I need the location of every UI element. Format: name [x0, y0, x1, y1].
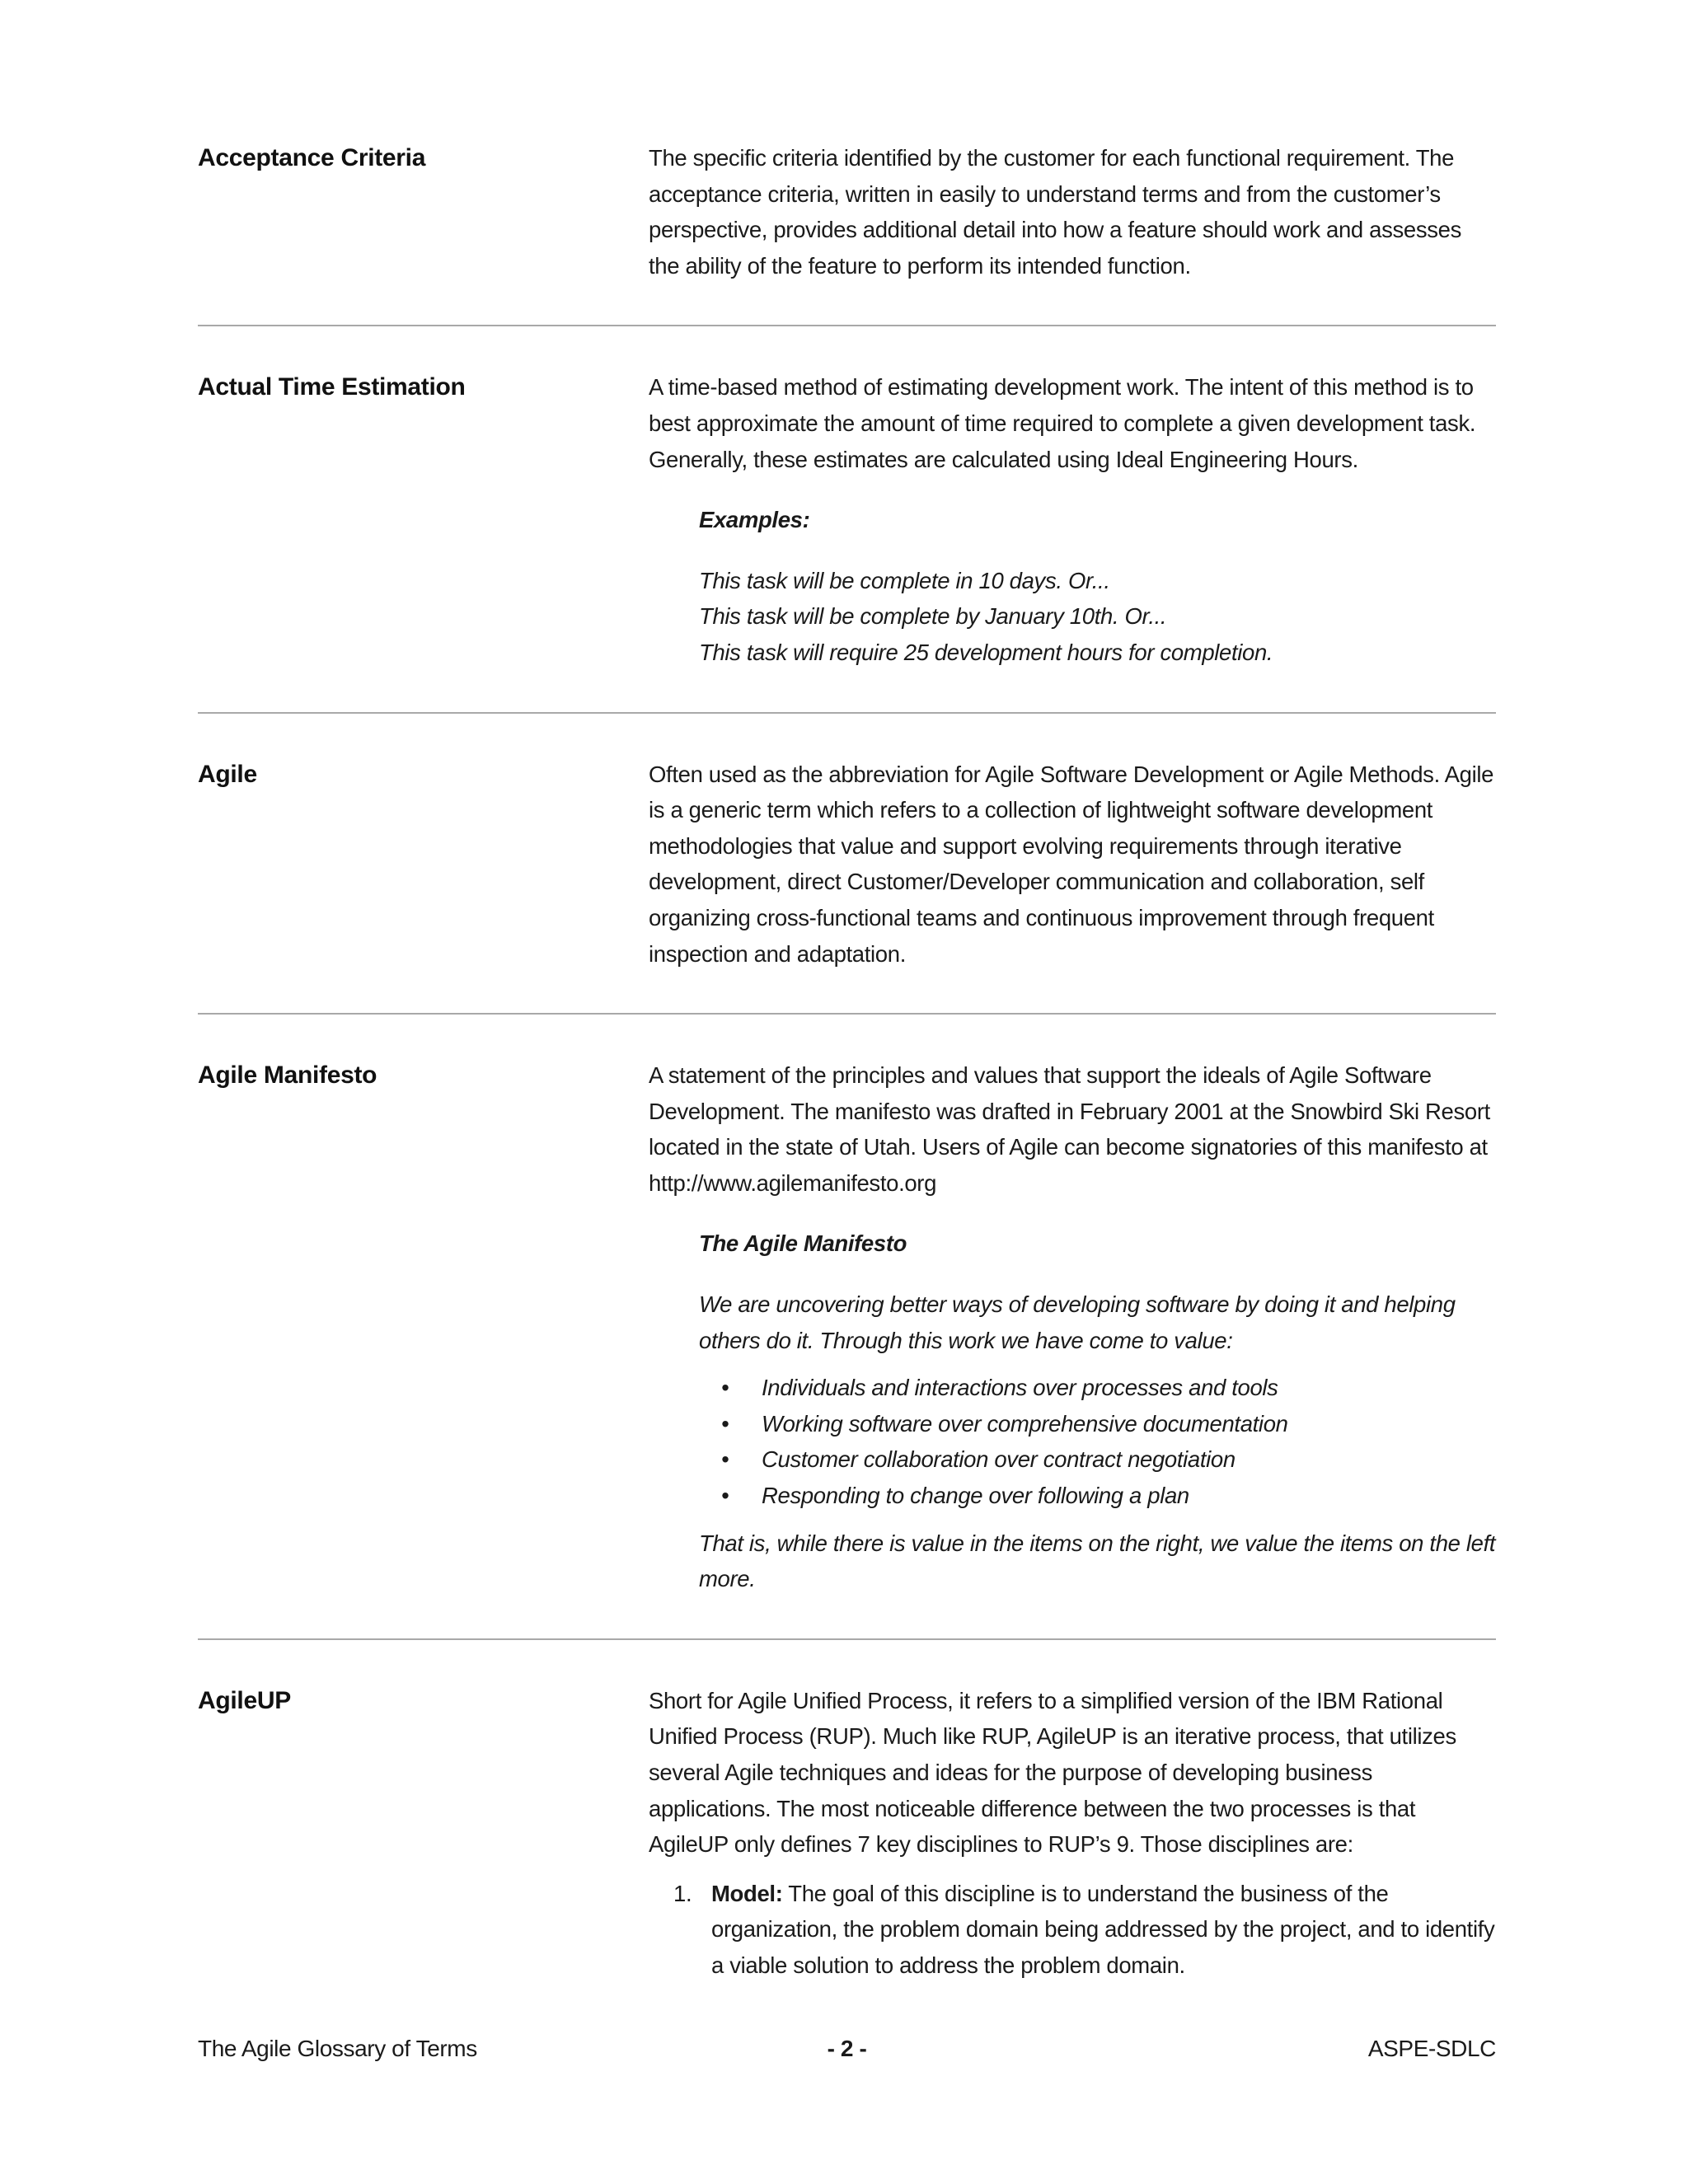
term-agileup: AgileUP — [198, 1686, 291, 1714]
manifesto-value-text: Responding to change over following a plan — [762, 1483, 1189, 1509]
definition-text: Short for Agile Unified Process, it refers to a simplified version of the IBM Rational Unified Process (RUP). Much like RUP, AgileUP is an iterative process, that utilizes several Agile techniques and ideas for the purpose of developing business applications. The most noticeable difference between the two processes is that AgileUP only defines 7 key disciplines to RUP’s 9. Those disciplines are: — [649, 1687, 1456, 1858]
manifesto-value-item — [699, 1441, 1498, 1478]
examples-block — [699, 502, 1498, 670]
divider — [198, 1013, 1496, 1015]
examples-heading: Examples: — [699, 507, 810, 533]
definition-agile-manifesto — [649, 1057, 1498, 1597]
manifesto-value-item — [699, 1478, 1498, 1514]
discipline-name: Model: — [711, 1880, 783, 1906]
manifesto-heading: The Agile Manifesto — [699, 1230, 907, 1257]
divider — [198, 1638, 1496, 1640]
glossary-entry-acceptance-criteria — [198, 140, 1496, 284]
footer-document-code: ASPE-SDLC — [1367, 2036, 1496, 2061]
bullet-icon: • — [721, 1410, 729, 1436]
term-agile: Agile — [198, 760, 257, 788]
glossary-page — [198, 140, 1496, 1984]
example-line: This task will be complete in 10 days. Or... — [699, 567, 1110, 593]
definition-text: A statement of the principles and values that support the ideals of Agile Software Development. The manifesto was drafted in February 2001 at the Snowbird Ski Resort located in the state of Utah. Users of Agile can become signatories of this manifesto at http://www.agilemanifesto.org — [649, 1062, 1490, 1196]
glossary-entry-agileup — [198, 1683, 1496, 1984]
example-line: This task will be complete by January 10th. Or... — [699, 603, 1167, 630]
definition-agile — [649, 757, 1498, 972]
manifesto-value-text: Customer collaboration over contract negotiation — [762, 1446, 1236, 1473]
term-acceptance-criteria: Acceptance Criteria — [198, 144, 426, 171]
manifesto-intro: We are uncovering better ways of developing software by doing it and helping others do it. Through this work we have come to value: — [699, 1291, 1456, 1353]
discipline-number: 1. — [673, 1880, 692, 1906]
glossary-entry-agile — [198, 757, 1496, 972]
glossary-entry-actual-time-estimation — [198, 369, 1496, 670]
example-line: This task will require 25 development hours for completion. — [699, 639, 1273, 665]
footer-page-number: - 2 - — [827, 2036, 867, 2061]
term-agile-manifesto: Agile Manifesto — [198, 1062, 377, 1090]
manifesto-block — [699, 1226, 1498, 1596]
manifesto-value-text: Working software over comprehensive documentation — [762, 1410, 1288, 1436]
manifesto-value-item — [699, 1406, 1498, 1442]
discipline-text: The goal of this discipline is to understand the business of the organization, the problem domain being addressed by the project, and to identify a viable solution to address the problem domain. — [711, 1880, 1495, 1978]
term-actual-time-estimation: Actual Time Estimation — [198, 373, 466, 401]
page-footer — [198, 2031, 1496, 2067]
glossary-entry-agile-manifesto — [198, 1057, 1496, 1597]
manifesto-closing: That is, while there is value in the items on the right, we value the items on the left more. — [699, 1530, 1496, 1592]
manifesto-values-list — [699, 1370, 1498, 1513]
divider — [198, 325, 1496, 326]
disciplines-list — [649, 1876, 1498, 1984]
bullet-icon: • — [721, 1446, 729, 1473]
bullet-icon: • — [721, 1483, 729, 1509]
footer-document-title: The Agile Glossary of Terms — [198, 2036, 477, 2061]
definition-text: A time-based method of estimating development work. The intent of this method is to best approximate the amount of time required to complete a given development task. Generally, these estimates are calculated using Ideal Engineering Hours. — [649, 374, 1476, 472]
definition-actual-time-estimation — [649, 369, 1498, 670]
definition-text: The specific criteria identified by the customer for each functional requirement. The acceptance criteria, written in easily to understand terms and from the customer’s perspective, provides additional detail into how a feature should work and assesses the ability of the feature to perform its intended function. — [649, 145, 1461, 279]
manifesto-value-text: Individuals and interactions over processes and tools — [762, 1375, 1278, 1401]
definition-agileup — [649, 1683, 1498, 1984]
divider — [198, 712, 1496, 714]
definition-acceptance-criteria — [649, 140, 1498, 284]
manifesto-value-item — [699, 1370, 1498, 1406]
bullet-icon: • — [721, 1375, 729, 1401]
definition-text: Often used as the abbreviation for Agile Software Development or Agile Methods. Agile is a generic term which refers to a collection of lightweight software development methodologies that value and support evolving requirements through iterative development, direct Customer/Developer communication and collaboration, self organizing cross-functional teams and continuous improvement through frequent inspection and adaptation. — [649, 761, 1494, 967]
discipline-item — [649, 1876, 1498, 1984]
